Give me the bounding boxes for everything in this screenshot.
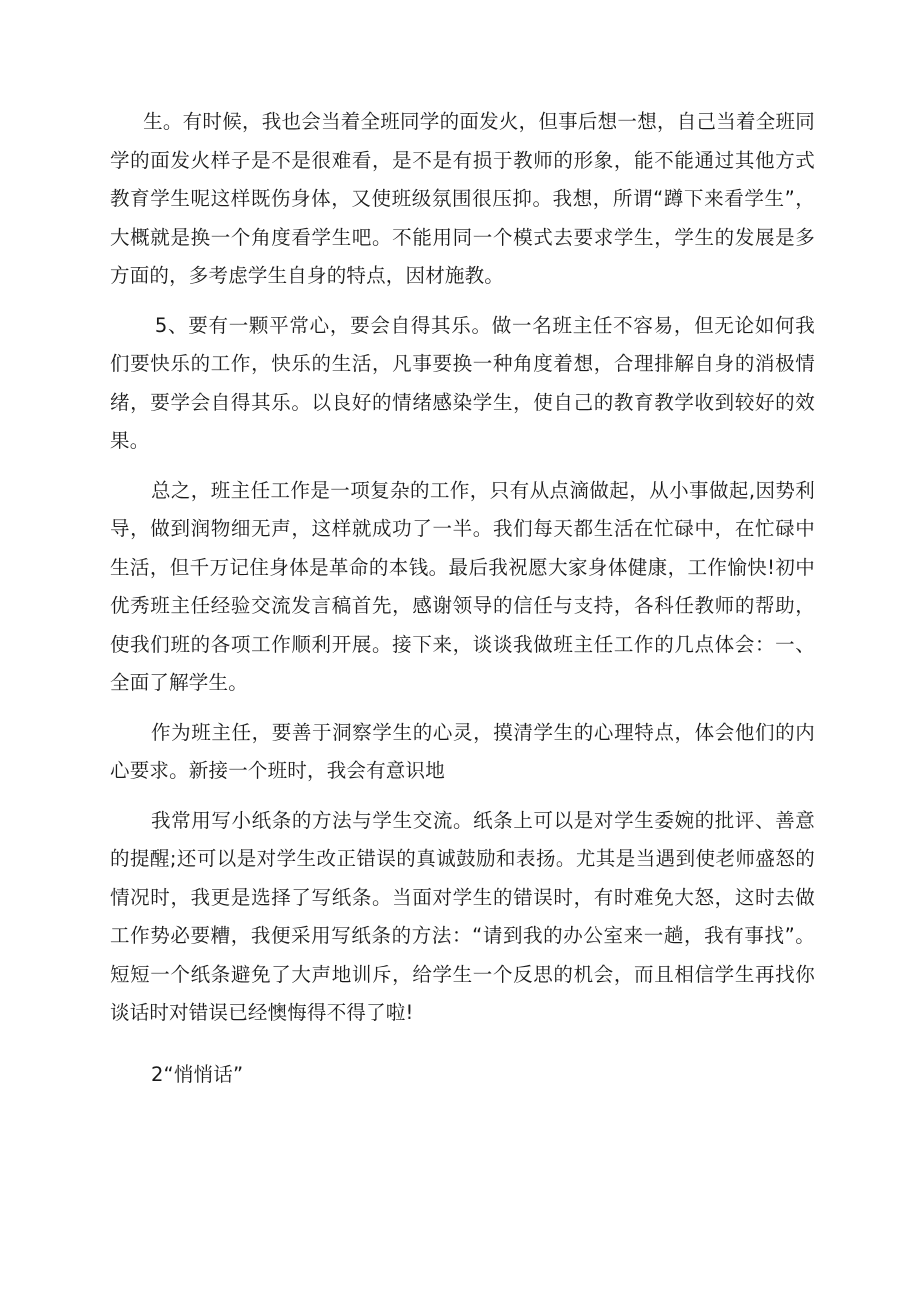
paragraph-understand-students: 作为班主任，要善于洞察学生的心灵，摸清学生的心理特点，体会他们的内心要求。新接一个班时，我会有意识地 bbox=[110, 720, 815, 782]
paragraph-note-writing: 我常用写小纸条的方法与学生交流。纸条上可以是对学生委婉的批评、善意的提醒;还可以是对学生改正错误的真诚鼓励和表扬。尤其是当遇到使老师盛怒的情况时，我更是选择了写纸条。当面对学生的错误时，有时难免大怒，这时去做工作势必要糟，我便采用写纸条的方法：“请到我的办公室来一趟，我有事找”。短短一个纸条避免了大声地训斥，给学生一个反思的机会，而且相信学生再找你谈话时对错误已经懊悔得不得了啦! bbox=[110, 808, 815, 1024]
paragraph-point-5: 5、要有一颗平常心，要会自得其乐。做一名班主任不容易，但无论如何我们要快乐的工作，快乐的生活，凡事要换一种角度着想，合理排解自身的消极情绪，要学会自得其乐。以良好的情绪感染学生，使自己的教育教学收到较好的效果。 bbox=[110, 313, 815, 452]
paragraph-summary: 总之，班主任工作是一项复杂的工作，只有从点滴做起，从小事做起,因势利导，做到润物细无声，这样就成功了一半。我们每天都生活在忙碌中，在忙碌中生活，但千万记住身体是革命的本钱。最后我祝愿大家身体健康，工作愉快!初中优秀班主任经验交流发言稿首先，感谢领导的信任与支持，各科任教师的帮助，使我们班的各项工作顺利开展。接下来，谈谈我做班主任工作的几点体会：一、全面了解学生。 bbox=[110, 478, 815, 694]
document-body bbox=[110, 103, 815, 1094]
section-heading-whispers: 2“悄悄话” bbox=[150, 1062, 244, 1086]
paragraph-class-teacher-anger: 生。有时候，我也会当着全班同学的面发火，但事后想一想，自己当着全班同学的面发火样子是不是很难看，是不是有损于教师的形象，能不能通过其他方式教育学生呢这样既伤身体，又使班级氛围很压抑。我想，所谓“蹲下来看学生”，大概就是换一个角度看学生吧。不能用同一个模式去要求学生，学生的发展是多方面的，多考虑学生自身的特点，因材施教。 bbox=[110, 110, 815, 287]
